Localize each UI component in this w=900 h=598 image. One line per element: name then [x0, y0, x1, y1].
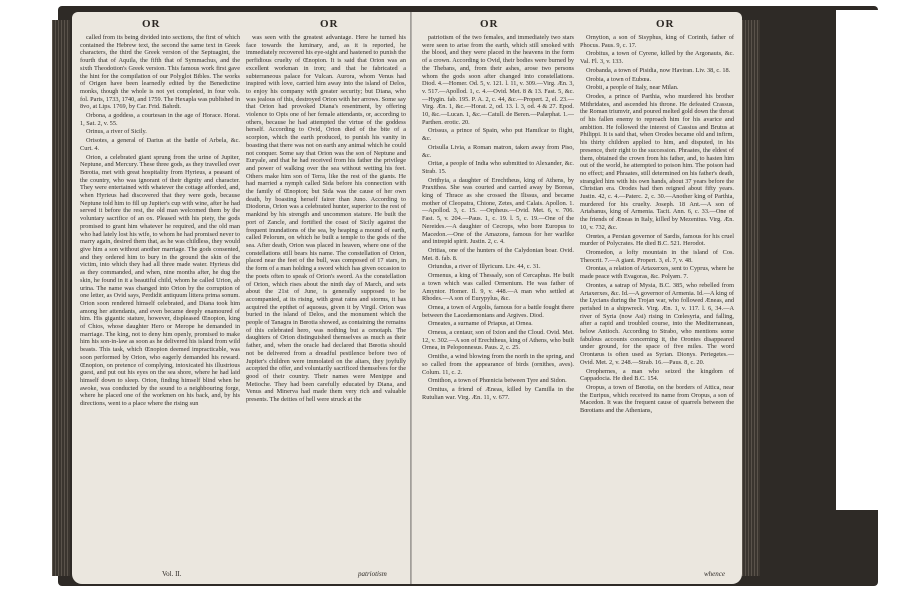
paragraph: Oromedon, a lofty mountain in the island of Cos. Theocrit. 7.—A giant. Propert. 3, el. 7, v. 48. [580, 248, 734, 264]
paragraph: Orithyia, a daughter of Erechtheus, king of Athens, by Praxithea. She was courted and carried away by Boreas, king of Thrace as she crossed the Ilissus, and became mother of Cleopatra, Chione, Zetes, and Calais. Apollon. 1.—Apollod. 3, c. 15. —Orpheus.—Ovid. Met. 6, v. 706. Fast. 5, v. 204.—Paus. 1, c. 19. l. 5, c. 19.—One of the Nereides.—A daughter of Cecrops, who bore Europus to Macedon.—One of the Amazons, famous for her warlike and intrepid spirit. Justin. 2, c. 4. [422, 176, 574, 246]
paragraph: Ormenus, a king of Thessaly, son of Cercaphus. He built a town which was called Ormenium. He was father of Amyntor. Homer. Il. 9, v. 448.—A man who settled at Rhodes.—A son of Eurypylus, &c. [422, 272, 574, 303]
paragraph: Orodes, a prince of Parthia, who murdered his brother Mithridates, and ascended his throne. He defeated Crassus, the Roman triumvir, and poured melted gold down the throat of his fallen enemy to reproach him for his avarice and ambition. He followed the interest of Cassius and Brutus at Philippi. It is said that, when Orodes became old and infirm, his thirty children applied to him, and disputed, in his presence, their right to the succession. Phraates, the eldest of them, obtained the crown from his father, and, to hasten him out of the world, he attempted to poison him. The poison had no effect; and Phraates, still determined on his father's death, strangled him with his own hands, about 37 years before the Christian era. Orodes had then reigned about fifty years. Justin. 42, c. 4.—Paterc. 2, c. 30.—Another king of Parthia, murdered for his cruelty. Joseph. 18 Ant.—A son of Artabanus, king of Armenia. Tacit. Ann. 6, c. 33.—One of the friends of Æneas in Italy, killed by Mezentius. Virg. Æn. 10, v. 732, &c. [580, 92, 734, 231]
left-page-column-1 [80, 34, 240, 562]
paragraph: Orinus, a river of Sicily. [86, 128, 147, 136]
paragraph: Orion, a celebrated giant sprung from the urine of Jupiter, Neptune, and Mercury. These three gods, as they travelled over Bœotia, met with great hospitality from Hyrieus, a peasant of the country, who was ignorant of their dignity and character. They were entertained with whatever the cottage afforded, and, when Hyrieus had discovered that they were gods, because Neptune told him to fill up Jupiter's cup with wine, after he had served it before the rest, the old man welcomed them by the voluntary sacrifice of an ox. Pleased with his piety, the gods promised to grant him whatever he required, and the old man who had lately lost his wife, to whom he had promised never to marry again, desired them that, as he was childless, they would give him a son without another marriage. The gods consented, and they ordered him to bury in the ground the skin of the victim, into which they had all three made water. Hyrieus did as they commanded, and when, nine months after, he dug the skin, he found in it a beautiful child, whom he called Urion, ab urina. The name was changed into Orion by the corruption of one letter, as Ovid says, Perdidit antiquum littera prima sonum. Orion soon rendered himself celebrated, and Diana took him among her attendants, and even became deeply enamoured of him. His gigantic stature, however, displeased Œnopion, king of Chios, whose daughter Hero or Merope he demanded in marriage. The king, not to deny him openly, promised to make him his son-in-law as soon as he delivered his island from wild beasts. This task, which Œnopion deemed impracticable, was soon performed by Orion, who eagerly demanded his reward. Œnopion, on pretence of complying, intoxicated his illustrious guest, and put out his eyes on the sea shore, where he had laid himself down to sleep. Orion, finding himself blind when he awoke, was conducted by the sound to a neighbouring forge, where he placed one of the workmen on his back, and, by his directions, went to a place where the rising sun [80, 153, 240, 408]
paragraph: Ornitus, a friend of Æneas, killed by Camilla in the Rutulian war. Virg. Æn. 11, v. 677. [422, 385, 574, 401]
paragraph: Orisulla Livia, a Roman matron, taken away from Piso, &c. [422, 143, 574, 159]
catchword: patriotism [358, 570, 387, 578]
paragraph: Ornithon, a town of Phœnicia between Tyre and Sidon. [428, 377, 567, 385]
right-page [412, 12, 742, 584]
paragraph: was seen with the greatest advantage. Here he turned his face towards the luminary, and, as it is reported, he immediately recovered his eye-sight and hastened to punish the perfidious cruelty of Œnopion. It is said that Orion was an excellent workman in iron; and that he fabricated a subterraneous palace for Vulcan. Aurora, whom Venus had inspired with love, carried him away into the island of Delos, to enjoy his company with greater security; but Diana, who was jealous of this, destroyed Orion with her arrows. Some say that Orion had provoked Diana's resentment, by offering violence to Opis one of her female attendants, or, according to others, because he had attempted the virtue of the goddess herself. According to Ovid, Orion died of the bite of a scorpion, which the earth produced, to punish his vanity in boasting that there was not on earth any animal which he could not conquer. Some say that Orion was the son of Neptune and Euryale, and that he had received from his father the privilege and power of walking over the sea without wetting his feet. Others make him son of Terra, like the rest of the giants. He had married a nymph called Sida before his connection with the family of Œnopion; but Sida was the cause of her own death, by boasting herself fairer than Juno. According to Diodorus, Orion was a celebrated hunter, superior to the rest of mankind by his strength and uncommon stature. He built the port of Zancle, and fortified the coast of Sicily against the frequent inundations of the sea, by heaping a mound of earth, called Pelorum, on which he built a temple to the gods of the sea. After death, Orion was placed in heaven, where one of the constellations still bears his name. The constellation of Orion, placed near the feet of the bull, was composed of 17 stars, in the form of a man holding a sword which has given occasion to the poets often to speak of Orion's sword. As the constellation of Orion, which rises about the ninth day of March, and sets about the 21st of June, is generally supposed to be accompanied, at its rising, with great rains and storms, it has acquired the epithet of aquosus, given it by Virgil. Orion was buried in the island of Delos, and the monument which the people of Tanagra in Bœotia showed, as containing the remains of this celebrated hero, was nothing but a cenotaph. The daughters of Orion distinguished themselves as much as their father, and, when the oracle had declared that Bœotia should not be delivered from a dreadful pestilence before two of Jupiter's children were immolated on the altars, they joyfully accepted the offer, and voluntarily sacrificed themselves for the good of their country. Their names were Menippe and Metioche. They had been carefully educated by Diana, and Venus and Minerva had made them very rich and valuable presents. The deities of hell were struck at the [246, 34, 406, 404]
right-page-running-head-left: OR [480, 18, 499, 30]
paragraph: Orobii, a people of Italy, near Milan. [586, 84, 679, 92]
paragraph: Orobia, a town of Eubœa. [586, 75, 652, 83]
paragraph: Orissus, a prince of Spain, who put Hamilcar to flight, &c. [422, 127, 574, 143]
paragraph: called from its being divided into sections, the first of which contained the Hebrew text, the second the same text in Greek characters, the third the Greek version of the Septuagint, the fourth that of Aquila, the fifth that of Symmachus, and the sixth Theodotion's Greek version. This famous work first gave the hint for the compilation of our Polyglot Bibles. The works of Origen have been learnedly edited by the Benedictine monks, though the whole is not yet completed, in four vols. fol. Paris, 1733, 1740, and 1759. The Hexapla was published in 8vo, at Lips. 1769, by Car. Frid. Bahrdt. [80, 34, 240, 111]
paragraph: Oritias, one of the hunters of the Calydonian boar. Ovid. Met. 8. fab. 8. [422, 246, 574, 262]
left-page [72, 12, 412, 584]
paragraph: Orobitus, a town of Cyrene, killed by the Argonauts, &c. Val. Fl. 3, v. 133. [580, 50, 734, 66]
right-page-column-1 [422, 34, 574, 562]
paragraph: Orontes, a satrap of Mysia, B.C. 385, who rebelled from Artaxerxes, &c. Id.—A governor of Armenia. Id.—A king of the Lycians during the Trojan war, who followed Æneas, and perished in a shipwreck. Virg. Æn. 1, v. 117. l. 6, 34.—A river of Syria (now Asi) rising in Cœlesyria, and falling, after a rapid and troubled course, into the Mediterranean, below Antioch. According to Strabo, who mentions some fabulous accounts concerning it, the Orontes disappeared under ground, for the space of five miles. The word Orontæus is often used as Syrian. Dionys. Periegetes.—Ovid. Met. 2, v. 248.—Strab. 16.—Paus. 8, c. 20. [580, 281, 734, 366]
paragraph: Orneates, a surname of Priapus, at Ornea. [428, 320, 533, 328]
right-page-running-head-right: OR [656, 18, 675, 30]
paragraph: Orneus, a centaur, son of Ixion and the Cloud. Ovid. Met. 12, v. 302.—A son of Erechtheus, king of Athens, who built Ornea, in Peloponnesus. Paus. 2, c. 25. [422, 329, 574, 352]
page-edges-left [52, 20, 70, 576]
paragraph: Orontas, a relation of Artaxerxes, sent to Cyprus, where he made peace with Evagoras, &c. Polyæn. 7. [580, 265, 734, 281]
paragraph: Oropus, a town of Bœotia, on the borders of Attica, near the Euripus, which received its name from Oropus, a son of Macedon. It was the frequent cause of quarrels between the Bœotians and the Athenians, [580, 383, 734, 415]
left-page-running-head-right: OR [320, 18, 339, 30]
paragraph: Orobanda, a town of Pisidia, now Haviran. Liv. 38, c. 18. [586, 66, 731, 74]
paragraph: Orœtes, a Persian governor of Sardis, famous for his cruel murder of Polycrates. He died B.C. 521. Herodot. [580, 232, 734, 248]
paragraph: Ornithe, a wind blowing from the north in the spring, and so called from the appearance of birds (ornithes, aves). Colum. 11, c. 2. [422, 353, 574, 376]
background-strip [836, 10, 900, 510]
paragraph: Oriundus, a river of Illyricum. Liv. 44, c. 31. [428, 263, 541, 271]
page-edges-right [742, 20, 760, 576]
paragraph: patriotism of the two females, and immediately two stars were seen to arise from the earth, which still smoked with the blood, and they were placed in the heavens in the form of a crown. According to Ovid, their bodies were burned by the Thebans, and, from their ashes, arose two persons whom the gods soon after changed into constellations. Diod. 4.—Homer. Od. 5, v. 121. l. 11, v. 309.—Virg. Æn. 3, v. 517.—Apollod. 1, c. 4.—Ovid. Met. 8 & 13. Fast. 5, &c.—Hygin. fab. 195. P. A. 2, c. 44, &c.—Propert. 2, el. 23.—Virg. Æn. 1, &c.—Horat. 2, od. 13. l. 3, od. 4 & 27. Epod. 10, &c.—Lucan. 1, &c.—Catull. de Beren.—Palæphat. 1.—Parthen. erotic. 20. [422, 34, 574, 126]
paragraph: Ornytion, a son of Sisyphus, king of Corinth, father of Phocus. Paus. 9, c. 17. [580, 34, 734, 49]
signature-mark: Vol. II. [162, 570, 182, 578]
paragraph: Ornea, a town of Argolis, famous for a battle fought there between the Lacedæmonians and Argives. Diod. [422, 303, 574, 319]
paragraph: Oritæ, a people of India who submitted to Alexander, &c. Strab. 15. [422, 160, 574, 175]
left-page-column-2 [246, 34, 406, 562]
catchword: whence [704, 570, 725, 578]
paragraph: Orophernes, a man who seized the kingdom of Cappadocia. He died B.C. 154. [580, 367, 734, 383]
paragraph: Orisotes, a general of Darius at the battle of Arbela, &c. Curt. 4. [80, 137, 240, 152]
left-page-running-head-left: OR [142, 18, 161, 30]
right-page-column-2 [580, 34, 734, 562]
paragraph: Orbona, a goddess, a courtesan in the age of Horace. Horat. 1, Sat. 2, v. 55. [80, 112, 240, 127]
